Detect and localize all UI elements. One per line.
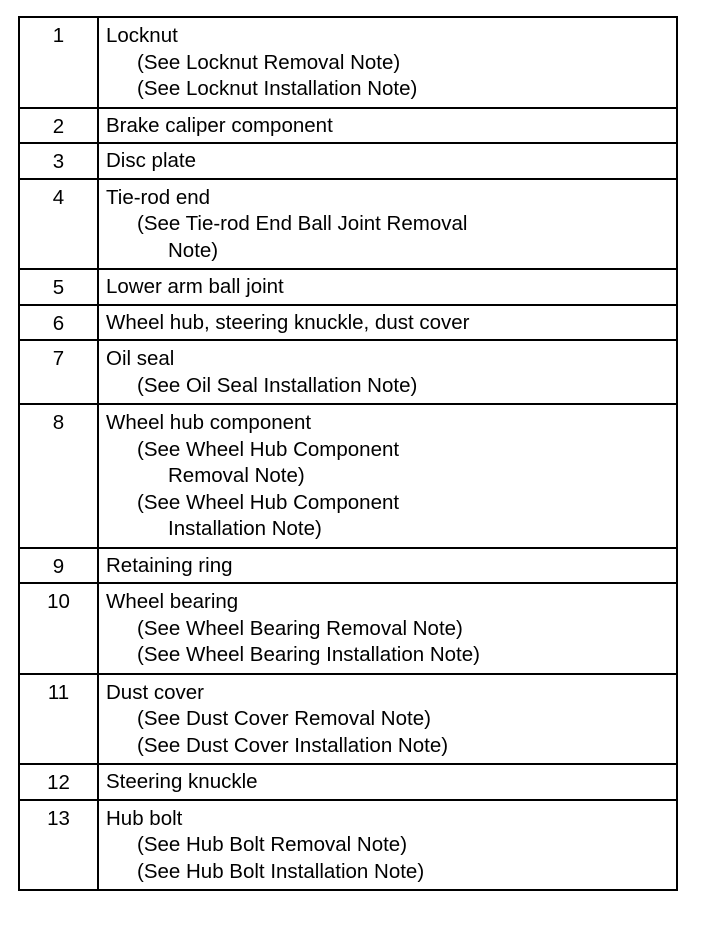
item-note-line: (See Wheel Hub Component <box>137 490 400 514</box>
parts-table-page <box>18 16 678 891</box>
item-number-cell <box>19 404 98 548</box>
item-number: 11 <box>47 680 70 704</box>
table-row <box>19 583 677 674</box>
item-note-line: Note) <box>168 238 219 262</box>
item-title: Locknut <box>106 24 178 47</box>
item-title: Steering knuckle <box>106 770 258 793</box>
item-note: (See Locknut Installation Note) <box>137 77 418 100</box>
item-number-cell <box>19 764 98 800</box>
table-row <box>19 340 677 404</box>
item-description-cell <box>98 17 677 108</box>
item-description-cell <box>98 548 677 584</box>
item-number: 10 <box>47 590 70 613</box>
table-row <box>19 674 677 765</box>
item-description-cell <box>98 764 677 800</box>
item-note: (See Wheel Bearing Installation Note) <box>137 643 480 666</box>
item-number-cell <box>19 583 98 674</box>
item-note-line: Removal Note) <box>168 464 305 487</box>
item-title: Lower arm ball joint <box>106 275 284 298</box>
item-number: 5 <box>52 276 65 299</box>
item-note: (See Oil Seal Installation Note) <box>137 373 418 397</box>
item-title: Wheel hub, steering knuckle, dust cover <box>106 310 470 334</box>
item-note: (See Hub Bolt Installation Note) <box>137 859 425 883</box>
item-note: (See Dust Cover Installation Note) <box>137 733 449 757</box>
item-note <box>106 211 676 264</box>
item-description-cell <box>98 404 677 548</box>
item-note: (See Wheel Bearing Removal Note) <box>137 616 463 640</box>
item-description-cell <box>98 340 677 404</box>
item-title: Retaining ring <box>106 553 233 577</box>
item-number: 6 <box>52 311 65 335</box>
table-row <box>19 548 677 584</box>
item-number-cell <box>19 800 98 891</box>
item-note <box>106 490 676 543</box>
item-number: 3 <box>52 150 65 173</box>
item-number-cell <box>19 548 98 584</box>
item-number: 2 <box>52 114 65 138</box>
item-title: Wheel hub component <box>106 411 312 434</box>
item-note: (See Hub Bolt Removal Note) <box>137 833 408 856</box>
item-title: Dust cover <box>106 680 204 704</box>
item-note: (See Dust Cover Removal Note) <box>137 707 431 730</box>
item-description-cell <box>98 143 677 179</box>
table-row <box>19 143 677 179</box>
item-note-line: Installation Note) <box>168 517 322 540</box>
item-number-cell <box>19 179 98 270</box>
item-title: Tie-rod end <box>106 185 211 209</box>
item-title: Brake caliper component <box>106 113 333 137</box>
item-description-cell <box>98 179 677 270</box>
item-note: (See Locknut Removal Note) <box>137 50 401 74</box>
parts-table-body <box>19 17 677 890</box>
table-row <box>19 800 677 891</box>
table-row <box>19 108 677 144</box>
item-number-cell <box>19 674 98 765</box>
table-row <box>19 305 677 341</box>
item-note-line: (See Tie-rod End Ball Joint Removal <box>137 212 468 235</box>
item-title: Disc plate <box>106 149 197 172</box>
table-row <box>19 179 677 270</box>
item-description-cell <box>98 674 677 765</box>
item-number: 9 <box>52 554 65 578</box>
item-number: 13 <box>47 806 70 830</box>
table-row <box>19 269 677 305</box>
item-description-cell <box>98 305 677 341</box>
item-number: 1 <box>52 24 65 47</box>
item-description-cell <box>98 269 677 305</box>
item-number: 12 <box>47 771 70 794</box>
table-row <box>19 17 677 108</box>
item-number-cell <box>19 143 98 179</box>
item-title: Hub bolt <box>106 806 183 830</box>
item-number-cell <box>19 108 98 144</box>
item-description-cell <box>98 800 677 891</box>
item-number: 7 <box>52 347 65 370</box>
item-title: Oil seal <box>106 347 175 370</box>
item-number-cell <box>19 340 98 404</box>
item-number-cell <box>19 269 98 305</box>
item-title: Wheel bearing <box>106 590 239 613</box>
item-number-cell <box>19 305 98 341</box>
item-description-cell <box>98 108 677 144</box>
item-number: 4 <box>52 185 65 209</box>
table-row <box>19 404 677 548</box>
item-number: 8 <box>52 411 65 434</box>
item-number-cell <box>19 17 98 108</box>
item-note <box>106 437 676 490</box>
table-row <box>19 764 677 800</box>
item-description-cell <box>98 583 677 674</box>
parts-table <box>18 16 678 891</box>
item-note-line: (See Wheel Hub Component <box>137 437 400 461</box>
